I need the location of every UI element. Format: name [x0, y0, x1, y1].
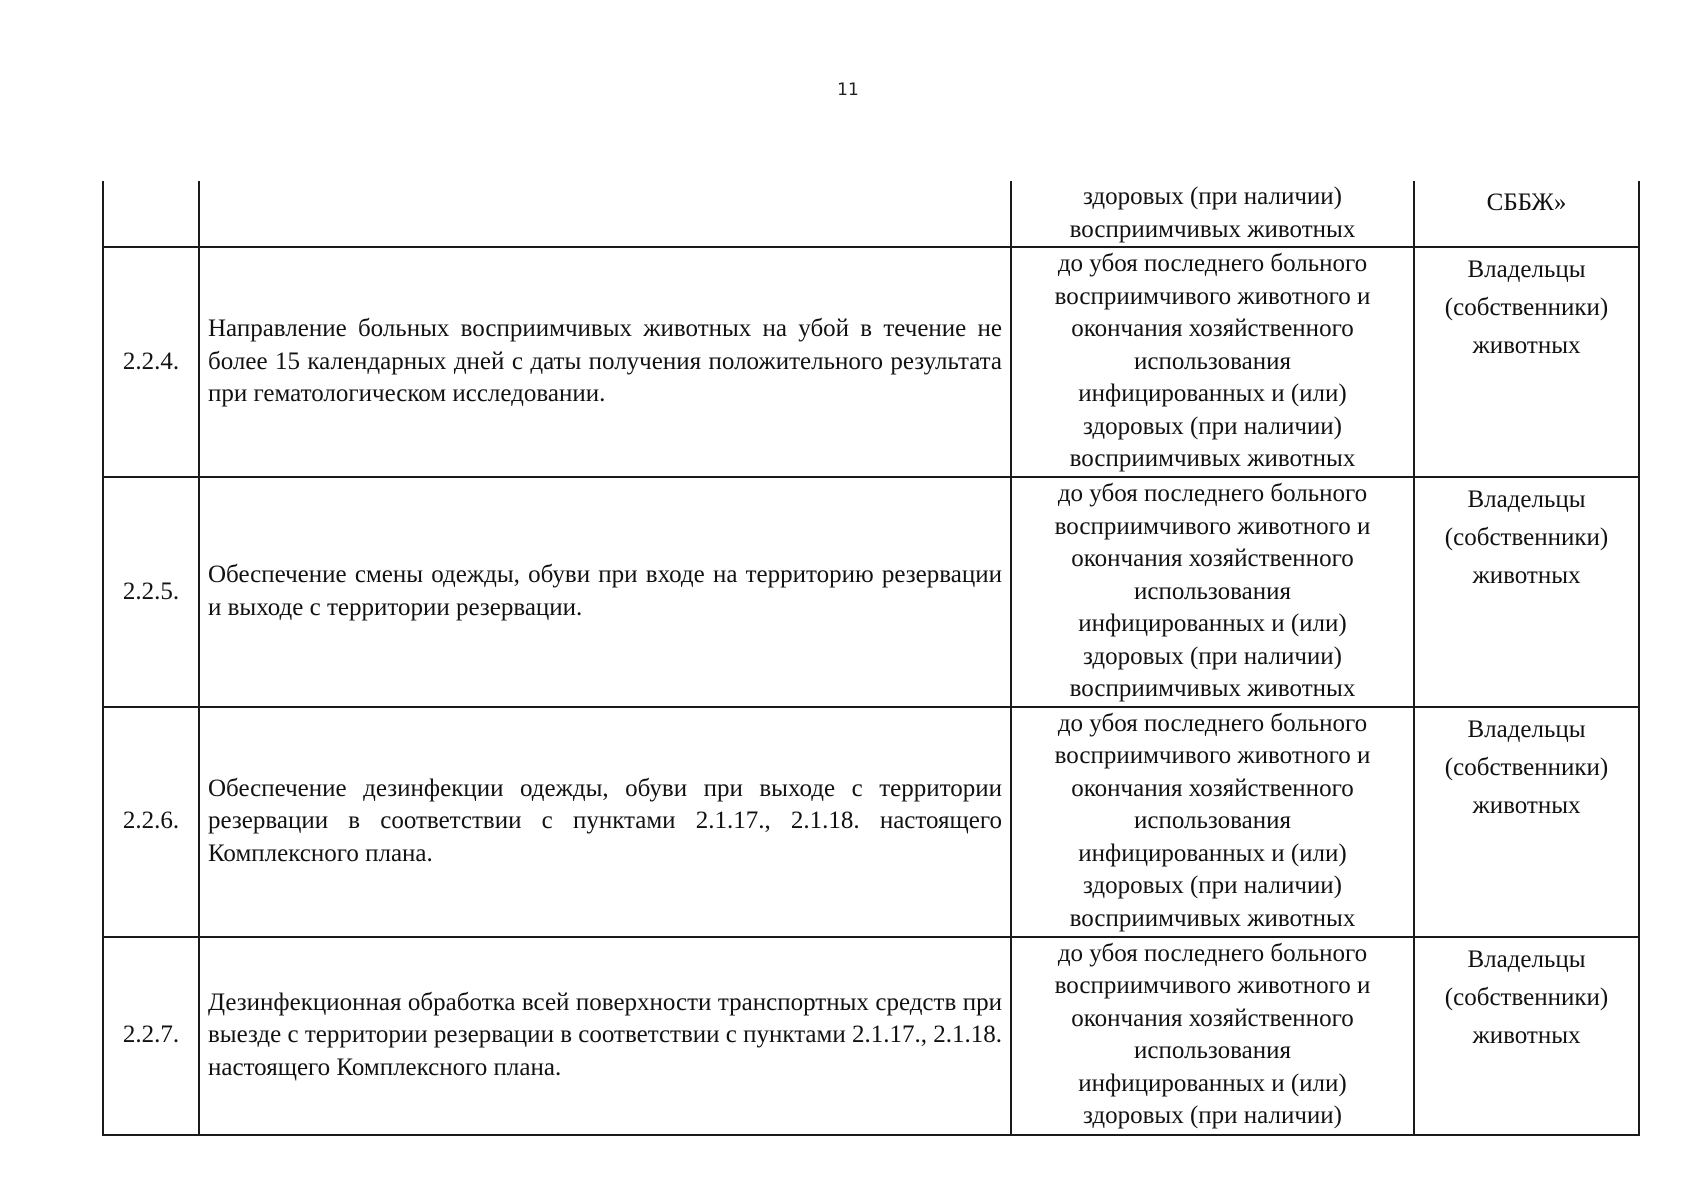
term-line: здоровых (при наличии): [1082, 642, 1343, 670]
term-cell: [1011, 937, 1414, 1135]
responsible-line: животных: [1472, 791, 1581, 819]
action-cell: [199, 181, 1011, 247]
responsible-line: животных: [1472, 562, 1581, 589]
term-line: здоровых (при наличии): [1082, 872, 1343, 899]
responsible-cell: [1414, 937, 1639, 1135]
term-line: восприимчивого животного и: [1054, 282, 1371, 310]
responsible-line: Владельцы: [1467, 715, 1586, 743]
term-line: окончания хозяйственного: [1071, 774, 1354, 802]
term-cell: [1011, 477, 1414, 707]
term-line: до убоя последнего больного: [1057, 939, 1368, 967]
item-number-cell: 2.2.4.: [103, 247, 199, 477]
term-line: восприимчивого животного и: [1054, 972, 1371, 999]
responsible-line: СББЖ»: [1486, 189, 1567, 216]
table-row-continuation: [103, 181, 1639, 247]
term-line: до убоя последнего больного: [1057, 250, 1368, 277]
responsible-cell: [1414, 707, 1639, 937]
table-row: [103, 477, 1639, 707]
item-number-cell: 2.2.5.: [103, 477, 199, 707]
term-line: до убоя последнего больного: [1057, 709, 1368, 737]
term-line: инфицированных и (или): [1078, 1069, 1347, 1097]
responsible-line: Владельцы: [1467, 486, 1586, 513]
term-line: использования: [1134, 577, 1291, 605]
responsible-line: (собственники): [1444, 524, 1609, 551]
table-row: [103, 937, 1639, 1135]
action-cell: Направление больных восприимчивых животных на убой в течение не более 15 календарных дней с даты получения положительного результата при гематологическом исследовании.: [199, 247, 1011, 477]
term-line: здоровых (при наличии): [1082, 1102, 1343, 1129]
term-line: восприимчивых животных: [1069, 904, 1356, 932]
term-line: окончания хозяйственного: [1071, 315, 1354, 342]
responsible-line: животных: [1472, 332, 1581, 359]
term-line: здоровых (при наличии): [1082, 412, 1343, 440]
term-cell: [1011, 247, 1414, 477]
term-line: инфицированных и (или): [1078, 380, 1347, 407]
responsible-line: (собственники): [1444, 294, 1609, 321]
responsible-line: животных: [1472, 1021, 1581, 1049]
item-number-cell: [103, 181, 199, 247]
responsible-cell: [1414, 477, 1639, 707]
term-line: использования: [1134, 347, 1291, 375]
term-line: инфицированных и (или): [1078, 839, 1347, 867]
term-line: до убоя последнего больного: [1057, 480, 1368, 507]
term-line: окончания хозяйственного: [1071, 545, 1354, 572]
responsible-line: (собственники): [1444, 983, 1609, 1011]
measures-table: [102, 181, 1640, 1136]
action-cell: Дезинфекционная обработка всей поверхности транспортных средств при выезде с территории резервации в соответствии с пунктами 2.1.17., 2.1.18. настоящего Комплексного плана.: [199, 937, 1011, 1135]
item-number-cell: 2.2.7.: [103, 937, 199, 1135]
term-line: восприимчивых животных: [1069, 445, 1356, 472]
term-line: восприимчивых животных: [1069, 675, 1356, 702]
term-line: использования: [1134, 1037, 1291, 1064]
action-cell: Обеспечение смены одежды, обуви при входе на территорию резервации и выходе с территории резервации.: [199, 477, 1011, 707]
responsible-line: Владельцы: [1467, 945, 1586, 973]
term-line: здоровых (при наличии): [1082, 183, 1343, 210]
term-line: использования: [1134, 807, 1291, 834]
term-cell: [1011, 181, 1414, 247]
term-line: восприимчивого животного и: [1054, 512, 1371, 540]
term-line: восприимчивых животных: [1069, 215, 1356, 243]
term-cell: [1011, 707, 1414, 937]
term-line: восприимчивого животного и: [1054, 742, 1371, 769]
responsible-cell: [1414, 181, 1639, 247]
item-number-cell: 2.2.6.: [103, 707, 199, 937]
responsible-line: Владельцы: [1467, 256, 1586, 283]
term-line: окончания хозяйственного: [1071, 1004, 1354, 1032]
action-cell: Обеспечение дезинфекции одежды, обуви при выходе с территории резервации в соответствии с пунктами 2.1.17., 2.1.18. настоящего Комплексного плана.: [199, 707, 1011, 937]
term-line: инфицированных и (или): [1078, 610, 1347, 637]
responsible-line: (собственники): [1444, 753, 1609, 781]
table-row: [103, 247, 1639, 477]
responsible-cell: [1414, 247, 1639, 477]
table-row: [103, 707, 1639, 937]
page-number: 11: [837, 80, 859, 100]
